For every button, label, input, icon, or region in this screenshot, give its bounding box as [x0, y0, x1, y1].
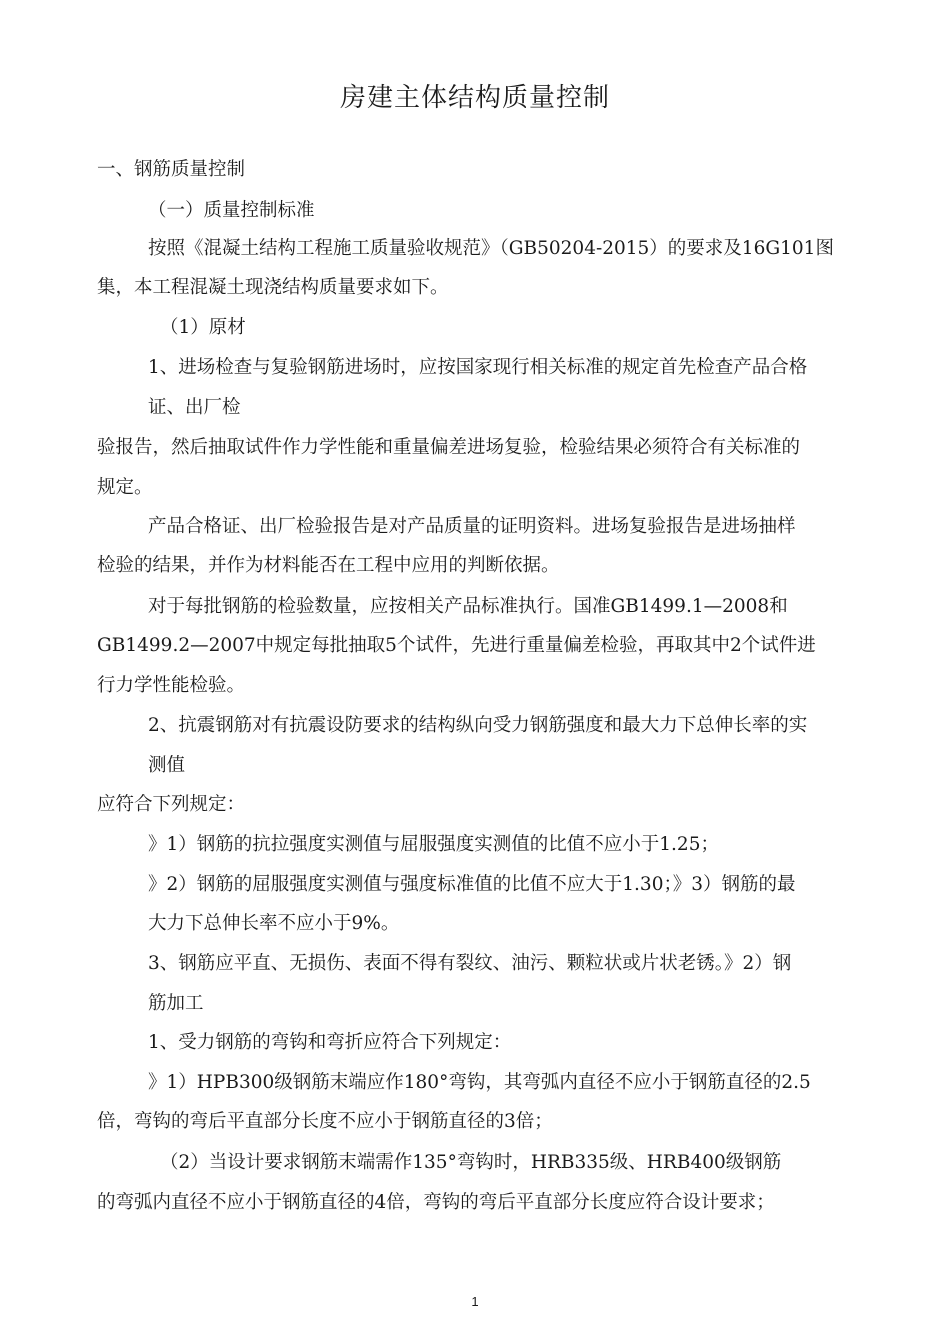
subsection-heading: （一）质量控制标准 [148, 200, 315, 221]
paragraph-line: 证、出厂检 [148, 397, 241, 418]
page-number: 1 [471, 1294, 479, 1309]
item-heading: （1）原材 [160, 317, 246, 338]
paragraph-line: 测值 [148, 755, 186, 776]
list-item: （2）当设计要求钢筋末端需作135°弯钩时，HRB335级、HRB400级钢筋 [160, 1152, 782, 1173]
section-heading: 一、钢筋质量控制 [97, 159, 246, 180]
list-item: 》2）钢筋的屈服强度实测值与强度标准值的比值不应大于1.30；》3）钢筋的最 [148, 874, 796, 895]
paragraph-line: GB1499.2—2007中规定每批抽取5个试件，先进行重量偏差检验，再取其中2个试件进 [97, 635, 816, 656]
paragraph-line: 应符合下列规定： [97, 794, 246, 815]
paragraph-line: 检验的结果，并作为材料能否在工程中应用的判断依据。 [97, 555, 560, 576]
paragraph-line: 验报告，然后抽取试件作力学性能和重量偏差进场复验，检验结果必须符合有关标准的 [97, 437, 801, 458]
paragraph-line: 产品合格证、出厂检验报告是对产品质量的证明资料。进场复验报告是进场抽样 [148, 516, 796, 537]
paragraph-line: 3、钢筋应平直、无损伤、表面不得有裂纹、油污、颗粒状或片状老锈。》2）钢 [148, 953, 792, 974]
list-item: 大力下总伸长率不应小于9%。 [148, 913, 400, 934]
paragraph-line: 对于每批钢筋的检验数量，应按相关产品标准执行。国准GB1499.1—2008和 [148, 596, 788, 617]
list-item: 》1）钢筋的抗拉强度实测值与屈服强度实测值的比值不应小于1.25； [148, 834, 719, 855]
paragraph-line: 行力学性能检验。 [97, 675, 246, 696]
paragraph-line: 筋加工 [148, 993, 204, 1014]
page-title: 房建主体结构质量控制 [339, 83, 610, 113]
list-item: 的弯弧内直径不应小于钢筋直径的4倍，弯钩的弯后平直部分长度应符合设计要求； [97, 1192, 775, 1213]
paragraph-line: 1、进场检查与复验钢筋进场时，应按国家现行相关标准的规定首先检查产品合格 [148, 357, 808, 378]
list-item: 倍，弯钩的弯后平直部分长度不应小于钢筋直径的3倍； [97, 1111, 553, 1132]
paragraph-line: 规定。 [97, 477, 153, 498]
list-item: 》1）HPB300级钢筋末端应作180°弯钩，其弯弧内直径不应小于钢筋直径的2.5 [148, 1072, 811, 1093]
paragraph-line: 集，本工程混凝土现浇结构质量要求如下。 [97, 277, 449, 298]
paragraph-line: 2、抗震钢筋对有抗震设防要求的结构纵向受力钢筋强度和最大力下总伸长率的实 [148, 715, 808, 736]
paragraph-line: 1、受力钢筋的弯钩和弯折应符合下列规定： [148, 1032, 512, 1053]
paragraph-line: 按照《混凝土结构工程施工质量验收规范》（GB50204-2015）的要求及16G101图 [148, 238, 834, 259]
